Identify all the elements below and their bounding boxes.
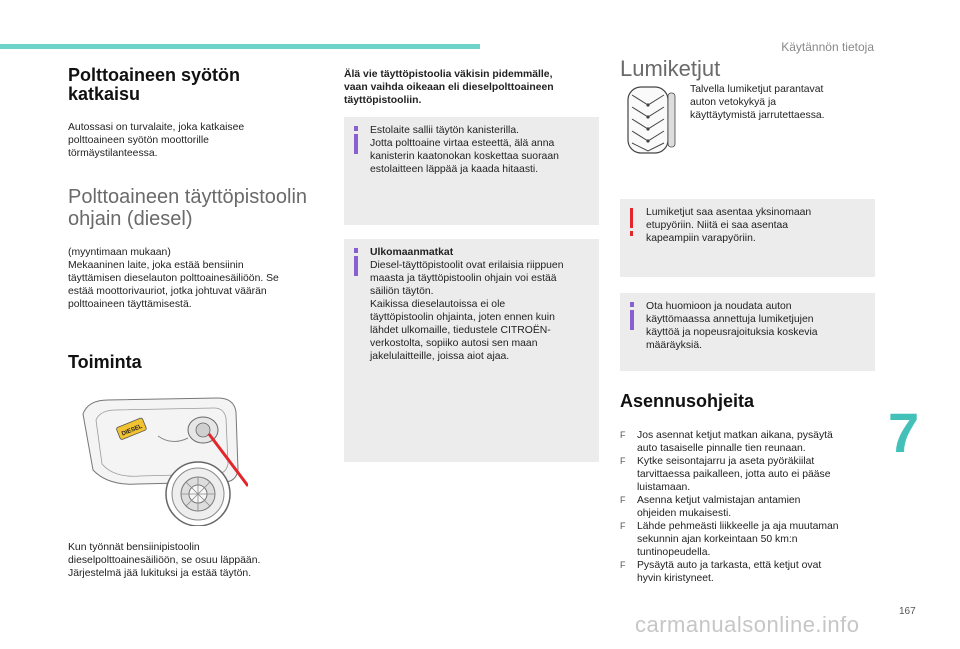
fuel-cutoff-text: Autossasi on turvalaite, joka katkaisee polttoaineen syötön moottorille törmäystilanteessa. [68, 122, 245, 159]
misfuel-title: Polttoaineen täyttöpistoolin ohjain (diesel) [68, 186, 308, 230]
snow-chains-title: Lumiketjut [620, 56, 721, 81]
list-item [620, 559, 875, 585]
front-wheels-warning-text: Lumiketjut saa asentaa yksinomaan etupyöriin. Niitä ei saa asentaa kapeampiin varapyöriin. [646, 207, 812, 244]
section-title: Käytännön tietoja [781, 40, 874, 54]
warning-icon [630, 208, 633, 236]
regulations-text: Ota huomioon ja noudata auton käyttömaassa annettuja lumiketjujen käyttöä ja nopeusrajoituksia koskevia määräyksiä. [646, 301, 818, 351]
list-item [620, 520, 875, 559]
info-box-abroad [344, 239, 599, 462]
step-text: Lähde pehmeästi liikkeelle ja aja muutaman sekunnin ajan korkeintaan 50 km:n tuntinopeudella. [637, 521, 839, 558]
info-icon [354, 126, 358, 154]
column-right [620, 56, 875, 585]
step-marker: F [620, 495, 626, 505]
list-item [620, 494, 875, 520]
chains-intro [620, 85, 875, 165]
page-number: 167 [899, 606, 916, 617]
installation-title: Asennusohjeita [620, 391, 755, 411]
chains-intro-text: Talvella lumiketjut parantavat auton vetokykyä ja käyttäytymistä jarrutettaessa. [690, 84, 825, 121]
step-text: Pysäytä auto ja tarkasta, että ketjut ovat hyvin kiristyneet. [637, 560, 822, 584]
watermark: carmanualsonline.info [635, 612, 860, 637]
list-item [620, 429, 875, 455]
misfuel-text: (myyntimaan mukaan) Mekaaninen laite, joka estää bensiinin täyttämisen dieselauton polttoainesäiliöön. Se estää moottorivauriot, jotka johtuvat väärän polttoaineen täyttämisestä. [68, 247, 279, 310]
abroad-text: Diesel-täyttöpistoolit ovat erilaisia riippuen maasta ja täyttöpistoolin ohjain voi estää säiliön täytön. Kaikissa dieselautoissa ei ole täyttöpistoolin ohjainta, joten ennen kuin lähdet ulkomaille, tiedustele CITROËN- verkostolta, sopiiko autosi sen maan jakelulaitteille, joissa aiot ajaa. [370, 260, 564, 362]
operation-text: Kun työnnät bensiinipistoolin dieselpolttoainesäiliöön, se osuu läppään. Järjestelmä jää lukituksi ja estää täytön. [68, 542, 261, 579]
fuel-cutoff-title: Polttoaineen syötön katkaisu [68, 65, 241, 104]
column-left [68, 66, 330, 580]
step-marker: F [620, 430, 626, 440]
fuel-filler-figure [68, 390, 248, 526]
step-marker: F [620, 521, 626, 531]
chapter-number: 7 [888, 401, 920, 464]
abroad-title: Ulkomaanmatkat [370, 247, 454, 258]
diesel-label: DIESEL [120, 423, 144, 438]
step-text: Jos asennat ketjut matkan aikana, pysäytä auto tasaiselle pinnalle tien reunaan. [637, 430, 833, 454]
step-marker: F [620, 456, 626, 466]
info-box-regulations [620, 293, 875, 371]
step-marker: F [620, 560, 626, 570]
list-item [620, 455, 875, 494]
step-text: Asenna ketjut valmistajan antamien ohjeiden mukaisesti. [637, 495, 801, 519]
step-text: Kytke seisontajarru ja aseta pyöräkiilat tarvittaessa paikalleen, jotta auto ei pääse luistamaan. [637, 456, 831, 493]
warning-box-front-wheels [620, 199, 875, 277]
operation-title: Toiminta [68, 352, 142, 372]
snow-chain-icon [622, 85, 678, 155]
column-middle [344, 68, 599, 462]
info-box-canister [344, 117, 599, 225]
header-bar [0, 44, 480, 49]
installation-steps [620, 429, 875, 585]
info-canister-text: Estolaite sallii täytön kanisterilla. Jotta polttoaine virtaa esteettä, älä anna kanisterin kaatonokan koskettaa suoraan estolaitteen läppää ja kaada hitaasti. [370, 125, 559, 175]
info-icon [354, 248, 358, 276]
info-icon [630, 302, 634, 330]
force-warning-text: Älä vie täyttöpistoolia väkisin pidemmälle, vaan vaihda oikeaan eli dieselpolttoaineen täyttöpistooliin. [344, 69, 554, 106]
